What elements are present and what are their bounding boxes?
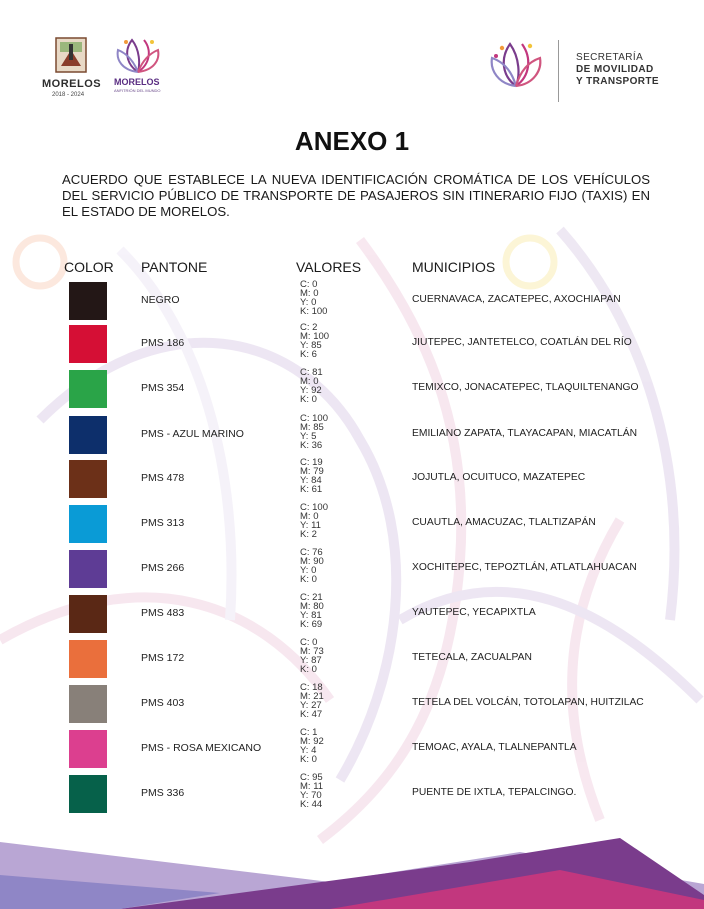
cmyk-c: C: 1 (300, 727, 318, 738)
color-swatch (69, 730, 107, 768)
cmyk-values (300, 638, 324, 674)
cmyk-values (300, 728, 324, 764)
pantone-name: PMS 354 (141, 382, 185, 394)
cmyk-values (300, 593, 324, 629)
cmyk-y: Y: 87 (300, 655, 322, 666)
cmyk-m: M: 90 (300, 556, 324, 567)
secretaria-line-1: SECRETARÍA (576, 52, 644, 63)
cmyk-m: M: 85 (300, 422, 324, 433)
municipios-list: TEMOAC, AYALA, TLALNEPANTLA (412, 742, 577, 753)
color-swatch (69, 775, 107, 813)
cmyk-values (300, 323, 329, 359)
municipios-list: PUENTE DE IXTLA, TEPALCINGO. (412, 787, 577, 798)
cmyk-y: Y: 84 (300, 475, 322, 486)
secretaria-movilidad-logo (488, 40, 668, 104)
column-header-valores: VALORES (296, 259, 362, 275)
cmyk-k: K: 36 (300, 440, 323, 451)
cmyk-values (300, 280, 327, 316)
pantone-name: PMS 478 (141, 472, 185, 484)
cmyk-values (300, 458, 324, 494)
table-row (0, 280, 704, 325)
cmyk-c: C: 100 (300, 413, 328, 424)
table-row (0, 728, 704, 773)
cmyk-values (300, 548, 324, 584)
cmyk-y: Y: 0 (300, 565, 317, 576)
color-swatch (69, 505, 107, 543)
municipios-list: CUERNAVACA, ZACATEPEC, AXOCHIAPAN (412, 294, 621, 305)
table-row (0, 638, 704, 683)
cmyk-y: Y: 70 (300, 790, 322, 801)
color-swatch (69, 282, 107, 320)
pantone-name: PMS - ROSA MEXICANO (141, 742, 262, 754)
cmyk-k: K: 0 (300, 754, 317, 765)
cmyk-c: C: 81 (300, 367, 323, 378)
color-swatch (69, 370, 107, 408)
color-swatch (69, 595, 107, 633)
cmyk-k: K: 69 (300, 619, 323, 630)
cmyk-m: M: 100 (300, 331, 330, 342)
color-swatch (69, 550, 107, 588)
municipios-list: TETELA DEL VOLCÁN, TOTOLAPAN, HUITZILAC (412, 697, 644, 708)
cmyk-values (300, 683, 324, 719)
column-header-color: COLOR (64, 259, 114, 275)
cmyk-c: C: 95 (300, 772, 323, 783)
table-row (0, 593, 704, 638)
cmyk-c: C: 21 (300, 592, 323, 603)
state-shield-icon (54, 36, 88, 74)
secretaria-line-3: Y TRANSPORTE (576, 76, 659, 87)
cmyk-m: M: 21 (300, 691, 324, 702)
cmyk-k: K: 61 (300, 484, 323, 495)
pantone-name: PMS - AZUL MARINO (141, 428, 244, 440)
logo-divider (558, 40, 559, 102)
municipios-list: YAUTEPEC, YECAPIXTLA (412, 607, 536, 618)
page-title: ANEXO 1 (294, 126, 410, 156)
cmyk-c: C: 2 (300, 322, 318, 333)
cmyk-y: Y: 0 (300, 297, 317, 308)
cmyk-m: M: 73 (300, 646, 324, 657)
lotus-icon (488, 40, 544, 90)
table-row (0, 414, 704, 459)
pantone-name: PMS 336 (141, 787, 185, 799)
morelos-government-logo (40, 36, 170, 106)
cmyk-y: Y: 85 (300, 340, 322, 351)
brand-tagline: ANFITRIÓN DEL MUNDO (114, 88, 161, 93)
brand-label: MORELOS (114, 77, 160, 87)
pantone-name: PMS 403 (141, 697, 185, 709)
table-row (0, 503, 704, 548)
lotus-icon (112, 36, 164, 76)
cmyk-c: C: 100 (300, 502, 328, 513)
table-row (0, 683, 704, 728)
municipios-list: TETECALA, ZACUALPAN (412, 652, 532, 663)
cmyk-c: C: 18 (300, 682, 323, 693)
cmyk-values (300, 368, 323, 404)
cmyk-m: M: 79 (300, 466, 324, 477)
municipios-list: JOJUTLA, OCUITUCO, MAZATEPEC (412, 472, 586, 483)
cmyk-values (300, 773, 323, 809)
cmyk-values (300, 503, 328, 539)
cmyk-y: Y: 81 (300, 610, 322, 621)
table-row (0, 458, 704, 503)
cmyk-m: M: 92 (300, 736, 324, 747)
municipios-list: TEMIXCO, JONACATEPEC, TLAQUILTENANGO (412, 382, 639, 393)
pantone-name: PMS 172 (141, 652, 185, 664)
color-swatch (69, 640, 107, 678)
municipios-list: XOCHITEPEC, TEPOZTLÁN, ATLATLAHUACAN (412, 562, 637, 573)
cmyk-values (300, 414, 328, 450)
pantone-name: PMS 186 (141, 337, 185, 349)
pantone-name: PMS 313 (141, 517, 185, 529)
cmyk-y: Y: 27 (300, 700, 322, 711)
cmyk-y: Y: 4 (300, 745, 317, 756)
table-row (0, 323, 704, 368)
cmyk-k: K: 0 (300, 394, 317, 405)
cmyk-y: Y: 11 (300, 520, 321, 531)
color-swatch (69, 416, 107, 454)
cmyk-m: M: 11 (300, 781, 324, 792)
column-header-municipios: MUNICIPIOS (412, 259, 496, 275)
municipios-list: JIUTEPEC, JANTETELCO, COATLÁN DEL RÍO (412, 337, 632, 348)
color-swatch (69, 685, 107, 723)
cmyk-m: M: 0 (300, 288, 319, 299)
cmyk-c: C: 19 (300, 457, 323, 468)
administration-years: 2018 - 2024 (52, 92, 85, 98)
cmyk-y: Y: 92 (300, 385, 322, 396)
cmyk-k: K: 6 (300, 349, 317, 360)
cmyk-c: C: 0 (300, 637, 318, 648)
cmyk-y: Y: 5 (300, 431, 317, 442)
cmyk-c: C: 0 (300, 279, 318, 290)
intro-paragraph: ACUERDO QUE ESTABLECE LA NUEVA IDENTIFICACIÓN CROMÁTICA DE LOS VEHÍCULOS DEL SERVICIO PÚBLICO DE TRANSPORTE DE PASAJEROS SIN ITINERARIO FIJO (TAXIS) EN EL ESTADO DE MORELOS. (62, 172, 650, 219)
cmyk-k: K: 0 (300, 664, 317, 675)
municipios-list: CUAUTLA, AMACUZAC, TLALTIZAPÁN (412, 517, 596, 528)
pantone-name: NEGRO (141, 294, 180, 306)
table-row (0, 548, 704, 593)
pantone-name: PMS 266 (141, 562, 185, 574)
state-label: MORELOS (42, 78, 102, 90)
cmyk-k: K: 100 (300, 306, 328, 317)
cmyk-m: M: 0 (300, 511, 319, 522)
pantone-name: PMS 483 (141, 607, 185, 619)
cmyk-k: K: 47 (300, 709, 323, 720)
cmyk-m: M: 0 (300, 376, 319, 387)
cmyk-k: K: 2 (300, 529, 317, 540)
cmyk-k: K: 44 (300, 799, 323, 810)
secretaria-line-2: DE MOVILIDAD (576, 64, 654, 75)
color-swatch (69, 325, 107, 363)
table-row (0, 368, 704, 413)
color-swatch (69, 460, 107, 498)
cmyk-k: K: 0 (300, 574, 317, 585)
cmyk-m: M: 80 (300, 601, 324, 612)
municipios-list: EMILIANO ZAPATA, TLAYACAPAN, MIACATLÁN (412, 428, 638, 439)
table-row (0, 773, 704, 818)
cmyk-c: C: 76 (300, 547, 323, 558)
column-header-pantone: PANTONE (141, 259, 208, 275)
